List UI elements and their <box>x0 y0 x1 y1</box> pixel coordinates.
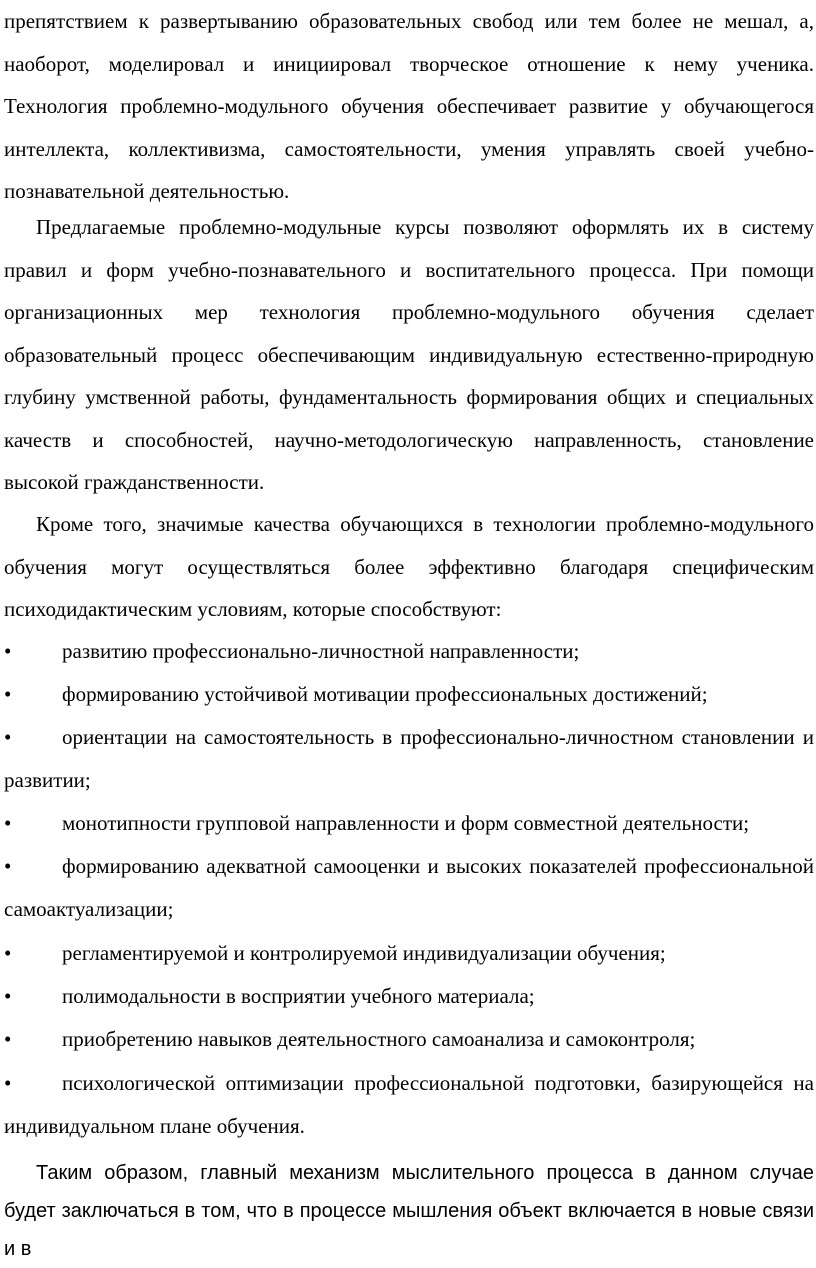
paragraph: Таким образом, главный механизм мыслительного процесса в данном случае будет заключаться в том, что в процессе мышления объект включается в новые связи и в <box>4 1162 814 1260</box>
list-item-text: полимодальности в восприятии учебного материала; <box>62 984 535 1008</box>
list-item <box>4 802 814 845</box>
paragraph: Кроме того, значимые качества обучающихся в технологии проблемно-модульного обучения могут осуществляться более эффективно благодаря специфическим психодидактическим условиям, которые способствуют: <box>4 512 814 621</box>
bullet-icon: • <box>4 811 12 835</box>
bullet-icon: • <box>4 639 12 663</box>
list-item <box>4 630 814 673</box>
list-item <box>4 1062 814 1147</box>
bullet-icon: • <box>4 941 12 965</box>
list-item-text: психологической оптимизации профессиональной подготовки, базирующейся на индивидуальном плане обучения. <box>4 1071 814 1138</box>
list-item <box>4 932 814 975</box>
list-item-text: приобретению навыков деятельностного самоанализа и самоконтроля; <box>62 1027 696 1051</box>
list-item <box>4 845 814 930</box>
bullet-icon: • <box>4 1071 12 1095</box>
bullet-icon: • <box>4 854 12 878</box>
list-item-text: регламентируемой и контролируемой индивидуализации обучения; <box>62 941 666 965</box>
paragraph: препятствием к развертыванию образовательных свобод или тем более не мешал, а, наоборот, моделировал и инициировал творческое отношение к нему ученика. Технология проблемно-модульного обучения обеспечивает развитие у обучающегося интеллекта, коллективизма, самостоятельности, умения управлять своей учебно-познавательной деятельностью. <box>4 9 814 203</box>
paragraph: Предлагаемые проблемно-модульные курсы позволяют оформлять их в систему правил и форм учебно-познавательного и воспитательного процесса. При помощи организационных мер технология проблемно-модульного обучения сделает образовательный процесс обеспечивающим индивидуальную естественно-природную глубину умственной работы, фундаментальность формирования общих и специальных качеств и способностей, научно-методологическую направленность, становление высокой гражданственности. <box>4 215 814 494</box>
bullet-icon: • <box>4 725 12 749</box>
list-item-text: формированию адекватной самооценки и высоких показателей профессиональной самоактуализации; <box>4 854 814 921</box>
list-item-text: ориентации на самостоятельность в профессионально-личностном становлении и развитии; <box>4 725 814 792</box>
bullet-icon: • <box>4 1027 12 1051</box>
list-item <box>4 1018 814 1061</box>
list-item-text: формированию устойчивой мотивации профессиональных достижений; <box>62 682 708 706</box>
list-item-text: развитию профессионально-личностной направленности; <box>62 639 580 663</box>
list-item-text: монотипности групповой направленности и форм совместной деятельности; <box>62 811 750 835</box>
bullet-icon: • <box>4 682 12 706</box>
bullet-icon: • <box>4 984 12 1008</box>
list-item <box>4 975 814 1018</box>
list-item <box>4 716 814 801</box>
list-item <box>4 673 814 716</box>
